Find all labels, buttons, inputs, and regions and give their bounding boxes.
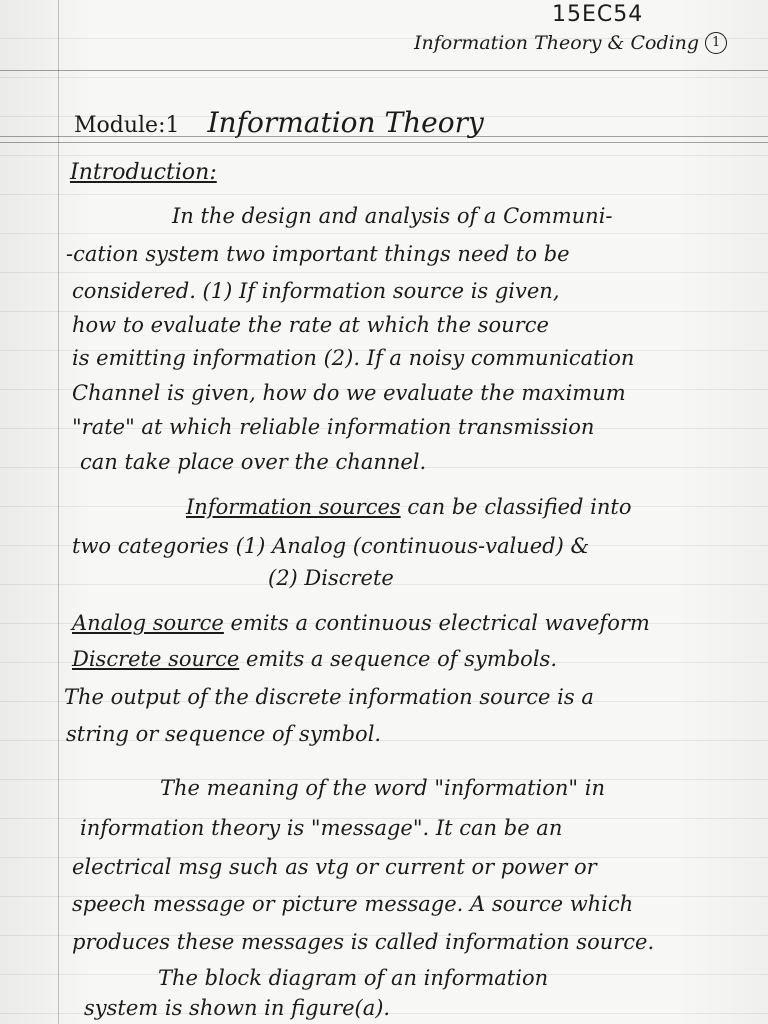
text-line: "rate" at which reliable information transmission: [72, 415, 595, 439]
text-line: considered. (1) If information source is given,: [72, 279, 560, 303]
discrete-line: [72, 647, 557, 671]
text-line: speech message or picture message. A source which: [72, 892, 634, 916]
text-line: The output of the discrete information source is a: [64, 685, 594, 709]
text-line: In the design and analysis of a Communi-: [172, 204, 613, 228]
text-line: how to evaluate the rate at which the source: [72, 313, 549, 337]
subject-title: [414, 32, 727, 54]
page-number-badge: 1: [705, 32, 727, 54]
text-line: can take place over the channel.: [80, 450, 427, 474]
module-title: Information Theory: [207, 106, 484, 139]
heading-rule-second: [0, 142, 768, 143]
course-code: 15EC54: [552, 2, 644, 27]
sources-rest: can be classified into: [400, 495, 632, 519]
text-line: Channel is given, how do we evaluate the maximum: [72, 381, 626, 405]
text-line: The meaning of the word "information" in: [160, 776, 605, 800]
analog-term: Analog source: [72, 611, 224, 635]
subject-text: Information Theory & Coding: [414, 32, 700, 54]
text-line: electrical msg such as vtg or current or power or: [72, 855, 597, 879]
text-line: The block diagram of an information: [158, 966, 549, 990]
sources-line: [186, 495, 632, 519]
analog-rest: emits a continuous electrical waveform: [223, 611, 650, 635]
section-title: Introduction:: [70, 160, 217, 185]
discrete-term: Discrete source: [72, 647, 240, 671]
text-line: produces these messages is called information source.: [72, 930, 655, 954]
text-line: (2) Discrete: [268, 566, 394, 590]
text-line: string or sequence of symbol.: [66, 722, 382, 746]
module-heading: [74, 106, 484, 139]
module-label: Module:1: [74, 113, 180, 138]
text-line: system is shown in figure(a).: [84, 996, 391, 1020]
analog-line: [72, 611, 650, 635]
text-line: information theory is "message". It can be an: [80, 816, 563, 840]
top-rule: [0, 70, 768, 71]
text-line: two categories (1) Analog (continuous-valued) &: [72, 534, 590, 558]
text-line: -cation system two important things need to be: [66, 242, 570, 266]
sources-term: Information sources: [186, 495, 401, 519]
margin-line: [58, 0, 59, 1024]
discrete-rest: emits a sequence of symbols.: [239, 647, 557, 671]
text-line: is emitting information (2). If a noisy communication: [72, 346, 635, 370]
